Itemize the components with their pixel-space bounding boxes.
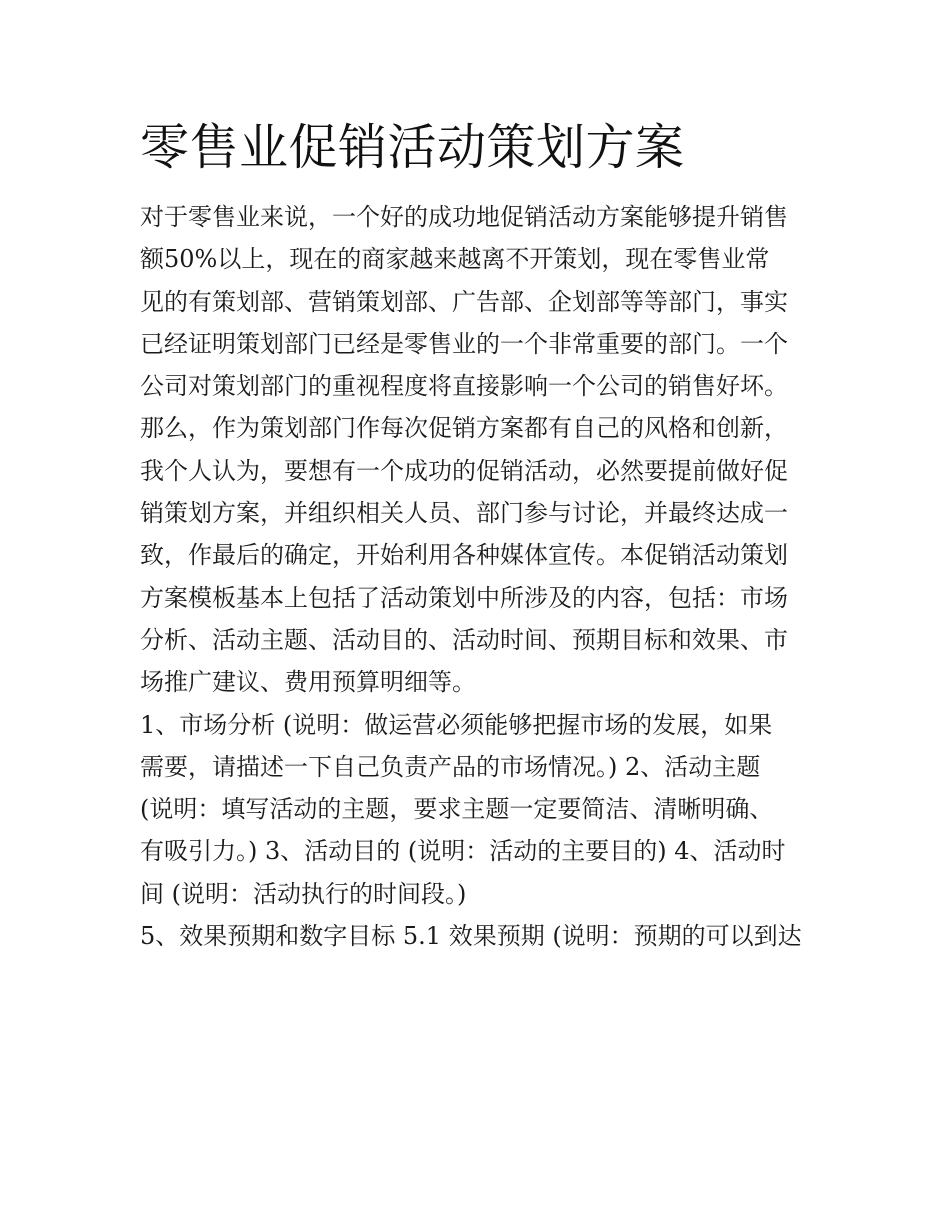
text-line: 对于零售业来说，一个好的成功地促销活动方案能够提升销售	[140, 203, 788, 231]
text-line: 需要，请描述一下自己负责产品的市场情况。) 2、活动主题	[140, 752, 761, 781]
sections-paragraph	[140, 704, 820, 915]
text-line: 见的有策划部、营销策划部、广告部、企划部等等部门，事实	[140, 287, 788, 316]
text-line: 场推广建议、费用预算明细等。	[140, 668, 476, 697]
text-line: 额50%以上，现在的商家越来越离不开策划，现在零售业常	[140, 245, 770, 274]
text-line: 已经证明策划部门已经是零售业的一个非常重要的部门。一个	[140, 329, 788, 358]
text-line: 分析、活动主题、活动目的、活动时间、预期目标和效果、市	[140, 625, 788, 654]
document-page	[140, 112, 820, 957]
text-line: 间 (说明：活动执行的时间段。)	[140, 879, 467, 908]
document-title: 零售业促销活动策划方案	[140, 119, 685, 176]
text-line: 公司对策划部门的重视程度将直接影响一个公司的销售好坏。	[140, 372, 788, 401]
intro-paragraph	[140, 196, 820, 704]
text-line: 方案模板基本上包括了活动策划中所涉及的内容，包括：市场	[140, 583, 788, 612]
goals-paragraph	[140, 915, 820, 957]
text-line: 致，作最后的确定，开始利用各种媒体宣传。本促销活动策划	[140, 541, 788, 570]
text-line: (说明：填写活动的主题，要求主题一定要简洁、清晰明确、	[140, 795, 774, 824]
text-line: 销策划方案，并组织相关人员、部门参与讨论，并最终达成一	[140, 499, 788, 528]
text-line: 我个人认为，要想有一个成功的促销活动，必然要提前做好促	[140, 456, 788, 485]
text-line: 那么，作为策划部门作每次促销方案都有自己的风格和创新，	[140, 414, 788, 443]
text-line: 有吸引力。) 3、活动目的 (说明：活动的主要目的) 4、活动时	[140, 837, 786, 866]
text-line: 1、市场分析 (说明：做运营必须能够把握市场的发展，如果	[140, 710, 773, 739]
text-line: 5、效果预期和数字目标 5.1 效果预期 (说明：预期的可以到达	[140, 922, 802, 951]
